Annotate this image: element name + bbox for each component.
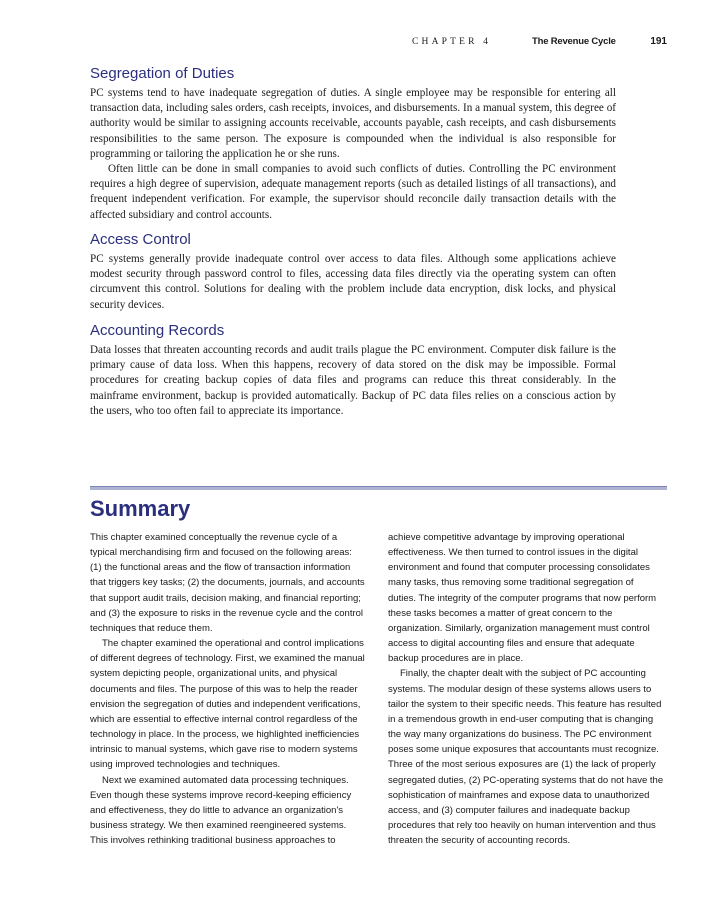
section-segregation-of-duties: [90, 65, 616, 223]
section-accounting-records: [90, 322, 616, 419]
paragraph: Finally, the chapter dealt with the subject of PC accounting systems. The modular design of these systems allows users to tailor the system to their specific needs. This feature has resulted in a tremendous growth in end-user computing that is changing the way many organizations do business. The PC environment poses some unique exposures that accountants must recognize. Three of the most serious exposures are (1) the lack of properly segregated duties, (2) PC-operating systems that do not have the sophistication of mainframes and expose data to unauthorized access, and (3) computer failures and inadequate backup procedures that rely too heavily on human intervention and thus threaten the security of accounting records.: [388, 668, 664, 847]
paragraph: achieve competitive advantage by improving operational effectiveness. We then turned to control issues in the digital environment and found that computer processing consolidates many tasks, thus removing some traditional segregation of duties. The integrity of the computer programs that now perform these tasks becomes a matter of great concern to the organization. Similarly, organization management must control access to digital accounting files and ensure that adequate backup procedures are in place.: [388, 532, 657, 665]
section-access-control: [90, 231, 616, 313]
paragraph: This chapter examined conceptually the revenue cycle of a typical merchandising firm and focused on the following areas: (1) the functional areas and the flow of transaction information that triggers key tasks; (2) the documents, journals, and accounts that support audit trails, decision making, and financial reporting; and (3) the exposure to risks in the revenue cycle and the control techniques that reduce them.: [90, 532, 365, 634]
summary-right-column: [388, 530, 664, 848]
paragraph: PC systems tend to have inadequate segregation of duties. A single employee may be responsible for entering all transaction data, including sales orders, cash receipts, invoices, and disbursements. In a manual system, this degree of authority would be similar to assigning accounts receivable, accounts payable, cash receipts, and cash disbursements responsibilities to the same person. The exposure is compounded when the individual is also responsible for programming or tailoring the application he or she runs.: [90, 87, 616, 160]
running-header: [90, 36, 667, 50]
paragraph: Often little can be done in small companies to avoid such conflicts of duties. Controlling the PC environment requires a high degree of supervision, adequate management reports (such as detailed listings of all transactions), and frequent independent verification. For example, the supervisor should reconcile daily transaction details with the affected subsidiary and control accounts.: [90, 163, 616, 221]
section-heading: Accounting Records: [90, 322, 225, 339]
paragraph: PC systems generally provide inadequate control over access to data files. Although some applications achieve modest security through password control to files, accessing data files directly via the operating system can often circumvent this control. Solutions for dealing with the problem include data encryption, disk locks, and physical security devices.: [90, 253, 616, 311]
chapter-title: The Revenue Cycle: [532, 36, 616, 47]
chapter-label: CHAPTER 4: [412, 37, 492, 47]
summary-divider: [90, 486, 667, 490]
summary-left-column: [90, 530, 366, 848]
page-number: 191: [650, 36, 667, 47]
paragraph: Next we examined automated data processing techniques. Even though these systems improve record-keeping efficiency and effectiveness, they do little to advance an organization's business strategy. We then examined reengineered systems. This involves rethinking traditional business approaches to: [90, 774, 352, 847]
summary-title: Summary: [90, 496, 191, 521]
paragraph: The chapter examined the operational and control implications of different degrees of technology. First, we examined the manual system depicting people, organizational units, and physical documents and files. The purpose of this was to help the reader envision the segregation of duties and independent verifications, which are essential to effective internal control regardless of the technology in place. In the process, we highlighted inefficiencies intrinsic to manual systems, which gave rise to modern systems using improved technologies and techniques.: [90, 638, 365, 771]
paragraph: Data losses that threaten accounting records and audit trails plague the PC environment. Computer disk failure is the primary cause of data loss. When this happens, recovery of data stored on the disk may be impossible. Formal procedures for creating backup copies of data files and programs can reduce this threat considerably. In the mainframe environment, backup is provided automatically. Backup of PC data files relies on a conscious action by the users, who too often fail to appreciate its importance.: [90, 344, 616, 417]
section-heading: Segregation of Duties: [90, 65, 235, 82]
section-heading: Access Control: [90, 231, 191, 248]
